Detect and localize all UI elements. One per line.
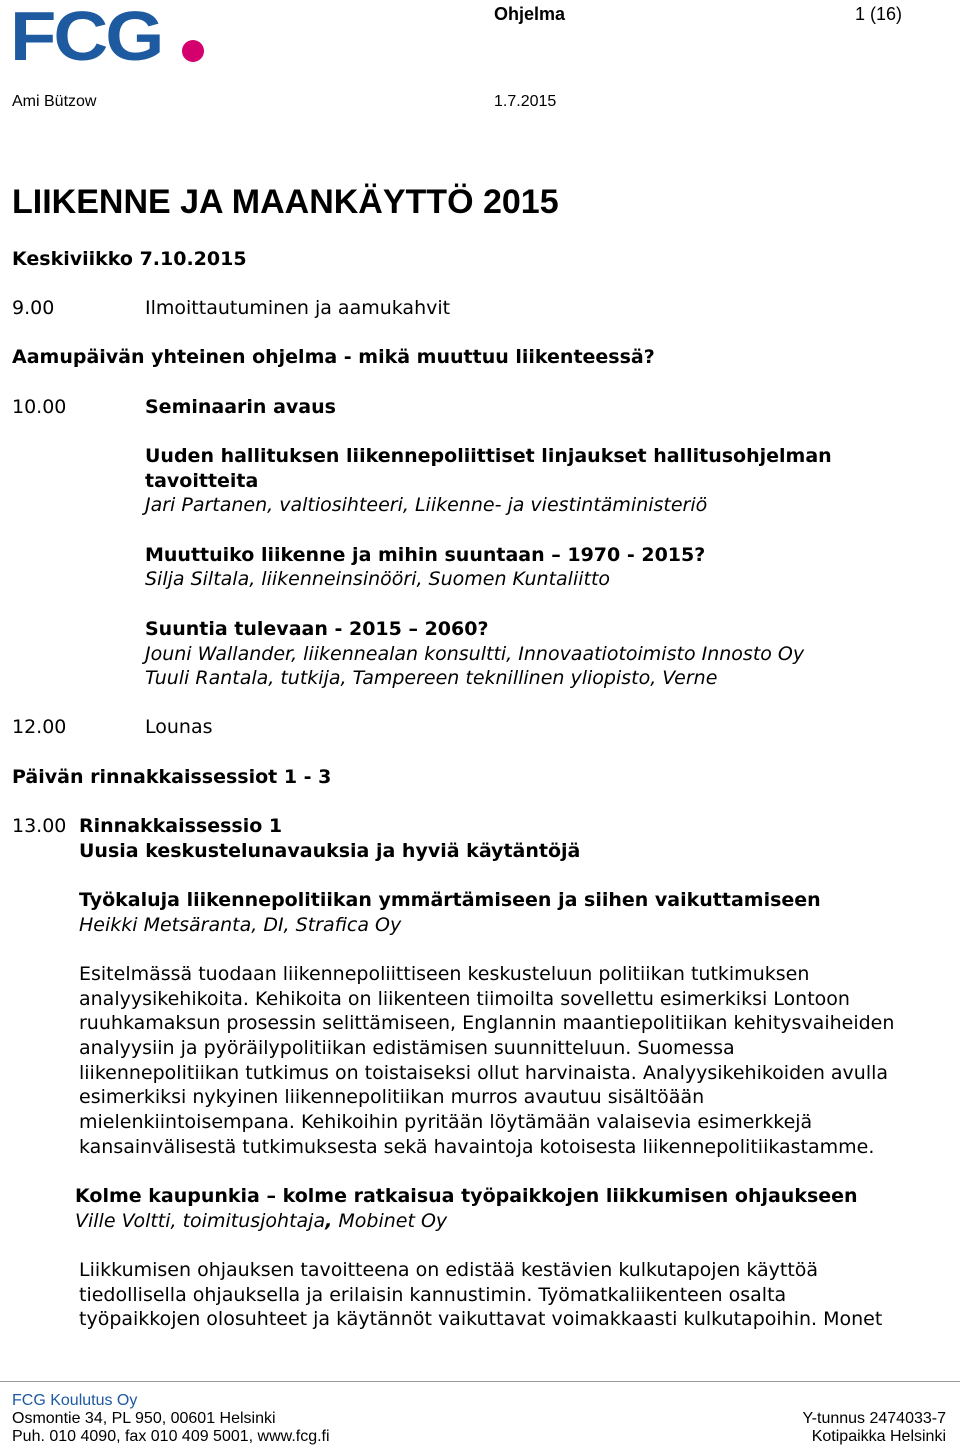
logo-text: FCG: [10, 0, 162, 76]
author: Ami Bützow: [12, 93, 97, 110]
talk-3-speaker-1: Jouni Wallander, liikennealan konsultti, Innovaatiotoimisto Innosto Oy: [145, 643, 805, 665]
talk-3-title: Suuntia tulevaan - 2015 – 2060?: [145, 618, 489, 640]
lunch-time: 12.00: [12, 716, 67, 738]
page-number: 1 (16): [855, 4, 903, 24]
abstract-1-line: Esitelmässä tuodaan liikennepoliittiseen keskusteluun politiikan tutkimuksen: [79, 963, 810, 985]
footer-address: Osmontie 34, PL 950, 00601 Helsinki: [12, 1410, 276, 1427]
talk-1-title-line1: Uuden hallituksen liikennepoliittiset linjaukset hallitusohjelman: [145, 445, 832, 467]
session-name: Rinnakkaissessio 1: [79, 815, 283, 837]
registration-time: 9.00: [12, 297, 55, 319]
document-type: Ohjelma: [494, 4, 566, 24]
footer-domicile: Kotipaikka Helsinki: [811, 1428, 946, 1445]
talk-1-speaker: Jari Partanen, valtiosihteeri, Liikenne- ja viestintäministeriö: [145, 494, 708, 516]
session-talk-2-title: Kolme kaupunkia – kolme ratkaisua työpaikkojen liikkumisen ohjaukseen: [75, 1185, 858, 1207]
morning-heading: Aamupäivän yhteinen ohjelma - mikä muuttuu liikenteessä?: [12, 346, 655, 368]
logo-dot-icon: [182, 40, 204, 62]
abstract-2-line: työpaikkojen olosuhteet ja käytännöt vaikuttavat voimakkaasti kulkutapoihin. Monet: [79, 1308, 883, 1330]
speaker-separator: ,: [325, 1210, 333, 1232]
abstract-1-line: analyysiin ja pyöräilypolitiikan edistämisen suunnitteluun. Suomessa: [79, 1037, 735, 1059]
footer-divider: [0, 1381, 960, 1382]
session-time: 13.00: [12, 815, 67, 837]
abstract-2-line: tiedollisella ohjauksella ja erilaisin kannustimin. Työmatkaliikenteen osalta: [79, 1284, 787, 1306]
abstract-1-line: analyysikehikoita. Kehikoita on liikenteen tiimoilta sovellettu esimerkiksi Lontoon: [79, 988, 850, 1010]
fcg-logo: [10, 2, 161, 78]
speaker-name: Ville Voltti, toimitusjohtaja: [75, 1210, 326, 1232]
event-day: Keskiviikko 7.10.2015: [12, 248, 247, 270]
document-date: 1.7.2015: [494, 93, 557, 110]
talk-1-title-line2: tavoitteita: [145, 470, 259, 492]
footer-contact: Puh. 010 4090, fax 010 409 5001, www.fcg.fi: [12, 1428, 330, 1445]
talk-3-speaker-2: Tuuli Rantala, tutkija, Tampereen teknillinen yliopisto, Verne: [145, 667, 718, 689]
lunch-text: Lounas: [145, 716, 213, 738]
registration-text: Ilmoittautuminen ja aamukahvit: [145, 297, 451, 319]
footer-company: FCG Koulutus Oy: [12, 1392, 138, 1409]
opening-time: 10.00: [12, 396, 67, 418]
session-talk-1-speaker: Heikki Metsäranta, DI, Strafica Oy: [79, 914, 402, 936]
talk-2-title: Muuttuiko liikenne ja mihin suuntaan – 1970 - 2015?: [145, 544, 706, 566]
page-title: LIIKENNE JA MAANKÄYTTÖ 2015: [12, 183, 559, 221]
abstract-2-line: Liikkumisen ohjauksen tavoitteena on edistää kestävien kulkutapojen käyttöä: [79, 1259, 819, 1281]
abstract-1-line: esimerkiksi nykyinen liikennepolitiikan murros avautuu sisältöään: [79, 1086, 705, 1108]
speaker-org: Mobinet Oy: [332, 1210, 448, 1232]
abstract-1-line: mielenkiintoisempana. Kehikoihin pyritään löytämään valaisevia esimerkkejä: [79, 1111, 813, 1133]
opening-text: Seminaarin avaus: [145, 396, 336, 418]
abstract-1-line: ruuhkamaksun prosessin selittämiseen, Englannin maantiepolitiikan kehitysvaiheiden: [79, 1012, 895, 1034]
footer-business-id: Y-tunnus 2474033-7: [802, 1410, 946, 1427]
abstract-1-line: kansainvälisestä tutkimuksesta sekä havaintoja kotoisesta liikennepolitiikastamme.: [79, 1136, 875, 1158]
session-subtitle: Uusia keskustelunavauksia ja hyviä käytäntöjä: [79, 840, 581, 862]
parallel-heading: Päivän rinnakkaissessiot 1 - 3: [12, 766, 332, 788]
talk-2-speaker: Silja Siltala, liikenneinsinööri, Suomen Kuntaliitto: [145, 568, 611, 590]
abstract-1-line: liikennepolitiikan tutkimus on toistaiseksi ollut harvinaista. Analyysikehikoiden avulla: [79, 1062, 889, 1084]
session-talk-2-speaker: [75, 1210, 447, 1232]
session-talk-1-title: Työkaluja liikennepolitiikan ymmärtämiseen ja siihen vaikuttamiseen: [79, 889, 821, 911]
